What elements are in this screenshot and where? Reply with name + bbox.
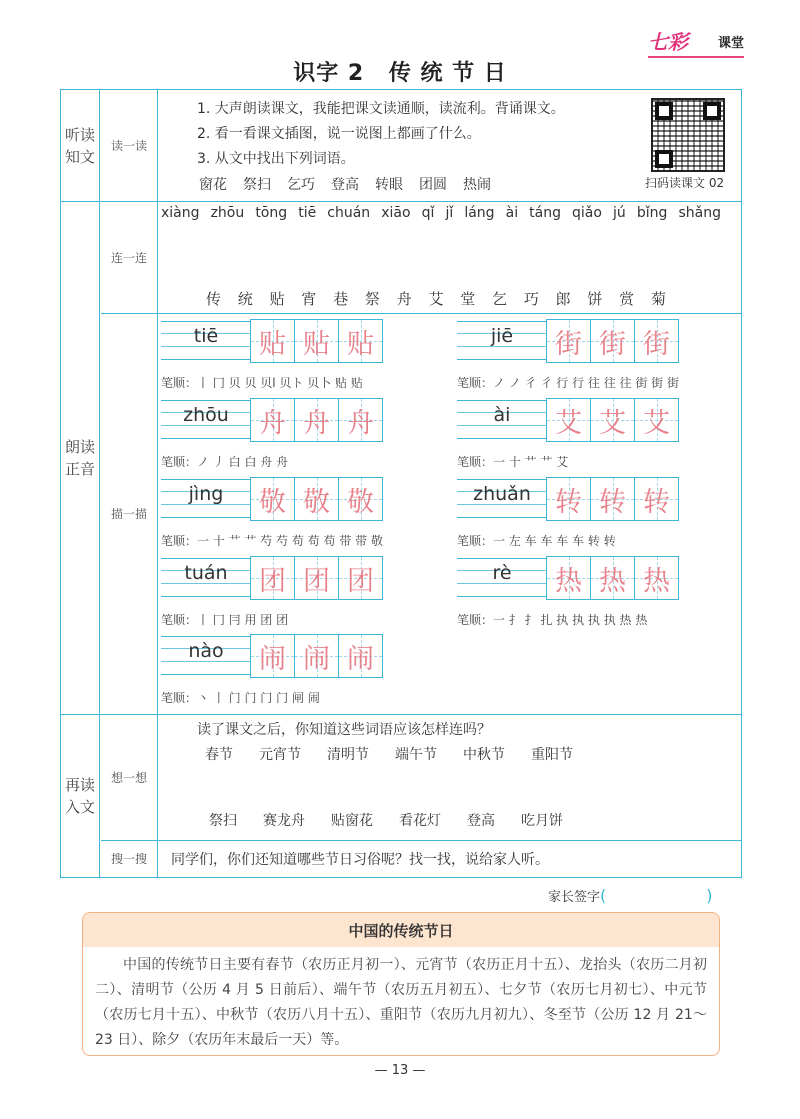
stroke-order: 笔顺：丨 冂 冃 用 团 团 <box>161 613 289 627</box>
pinyin-item[interactable]: jǐ <box>445 205 454 221</box>
pinyin-text: jìng <box>188 483 224 505</box>
pinyin-text: jiē <box>490 325 514 347</box>
pinyin-item[interactable]: xiàng <box>161 205 200 221</box>
pinyin-item[interactable]: zhōu <box>210 205 245 221</box>
exercise-grid <box>60 89 742 878</box>
pinyin-box <box>457 319 547 363</box>
trace-char-box[interactable]: 敬 <box>294 477 339 521</box>
sub-label-connect: 连一连 <box>110 250 147 265</box>
trace-char-box[interactable]: 舟 <box>250 398 295 442</box>
pinyin-box <box>161 398 251 442</box>
trace-char-box[interactable]: 热 <box>634 556 679 600</box>
pinyin-item[interactable]: jú <box>613 205 626 221</box>
trace-char-box[interactable]: 贴 <box>338 319 383 363</box>
pinyin-item[interactable]: chuán <box>327 205 371 221</box>
custom-item[interactable]: 赛龙舟 <box>263 813 305 829</box>
sub-label-read-aloud: 读一读 <box>110 139 147 153</box>
pinyin-item[interactable]: qiǎo <box>572 205 602 221</box>
info-card-title: 中国的传统节日 <box>83 913 719 947</box>
trace-char-box[interactable]: 转 <box>590 477 635 521</box>
festival-row <box>205 744 599 764</box>
trace-char-box[interactable]: 贴 <box>294 319 339 363</box>
char-item[interactable]: 巧 <box>523 290 539 308</box>
parent-signature-close: ) <box>706 886 713 905</box>
word: 登高 <box>331 177 359 193</box>
pinyin-text: zhōu <box>183 404 229 426</box>
instruction-1: 1. 大声朗读课文，我能把课文读通顺，读流利。背诵课文。 <box>197 101 565 117</box>
char-item[interactable]: 艾 <box>428 290 444 308</box>
think-question: 读了课文之后，你知道这些词语应该怎样连吗？ <box>197 722 491 738</box>
parent-signature-label: 家长签字 <box>548 890 601 905</box>
lesson-title <box>0 56 800 87</box>
pinyin-text: rè <box>492 562 512 584</box>
pinyin-box <box>161 477 251 521</box>
pinyin-text: nào <box>188 640 224 662</box>
festival-item[interactable]: 清明节 <box>327 747 369 763</box>
trace-cell <box>457 319 697 363</box>
word: 乞巧 <box>287 177 315 193</box>
stroke-order: 笔顺：ノ 丿 白 白 舟 舟 <box>161 455 289 469</box>
word: 祭扫 <box>243 177 271 193</box>
sub-label-think: 想一想 <box>110 770 147 785</box>
trace-char-box[interactable]: 团 <box>338 556 383 600</box>
pinyin-text: tiē <box>193 325 219 347</box>
parent-signature <box>548 886 713 905</box>
char-item[interactable]: 堂 <box>460 290 476 308</box>
trace-char-box[interactable]: 贴 <box>250 319 295 363</box>
brand-logo <box>648 26 744 58</box>
char-item[interactable]: 乞 <box>492 290 508 308</box>
stroke-order: 笔顺：一 十 艹 艹 芍 芍 苟 苟 苟 带 带 敬 <box>161 534 383 548</box>
pinyin-item[interactable]: tiē <box>298 205 317 221</box>
sub-label-trace: 描一描 <box>110 507 147 521</box>
char-item[interactable]: 贴 <box>269 290 285 308</box>
stroke-order: 笔顺：一 十 艹 艹 艾 <box>457 455 569 469</box>
char-item[interactable]: 宵 <box>301 290 317 308</box>
custom-item[interactable]: 贴窗花 <box>331 813 373 829</box>
section-label-read: 朗读 正音 <box>64 437 95 478</box>
lesson-number: 识字 2 <box>293 61 365 86</box>
char-item[interactable]: 赏 <box>619 290 635 308</box>
pinyin-item[interactable]: bǐng <box>636 205 668 221</box>
custom-row <box>209 810 589 830</box>
char-item[interactable]: 巷 <box>333 290 349 308</box>
stroke-order: 笔顺：ノ ノ 彳 彳 行 行 往 往 往 街 街 街 <box>457 376 679 390</box>
trace-char-box[interactable]: 艾 <box>590 398 635 442</box>
section-label-reread: 再读 入文 <box>64 775 95 816</box>
trace-char-box[interactable]: 团 <box>250 556 295 600</box>
pinyin-item[interactable]: táng <box>529 205 561 221</box>
trace-char-box[interactable]: 街 <box>634 319 679 363</box>
trace-char-box[interactable]: 敬 <box>338 477 383 521</box>
lesson-name: 传 统 节 日 <box>388 61 507 86</box>
custom-item[interactable]: 祭扫 <box>209 813 237 829</box>
word: 热闹 <box>463 177 491 193</box>
trace-char-box[interactable]: 街 <box>546 319 591 363</box>
trace-char-box[interactable]: 转 <box>546 477 591 521</box>
trace-cell <box>161 398 401 442</box>
word: 团圆 <box>419 177 447 193</box>
info-card <box>82 912 720 1056</box>
festival-item[interactable]: 春节 <box>205 747 233 763</box>
word: 窗花 <box>199 177 227 193</box>
trace-cell <box>161 556 401 600</box>
trace-char-box[interactable]: 舟 <box>294 398 339 442</box>
pinyin-box <box>161 634 251 678</box>
pinyin-box <box>457 477 547 521</box>
parent-signature-open: ( <box>600 886 607 905</box>
word: 转眼 <box>375 177 403 193</box>
custom-item[interactable]: 看花灯 <box>399 813 441 829</box>
trace-cell <box>161 634 401 678</box>
custom-item[interactable]: 登高 <box>467 813 495 829</box>
trace-char-box[interactable]: 热 <box>546 556 591 600</box>
trace-char-box[interactable]: 街 <box>590 319 635 363</box>
char-item[interactable]: 统 <box>237 290 253 308</box>
qr-caption: 扫码读课文 02 <box>645 176 725 190</box>
pinyin-item[interactable]: xiāo <box>381 205 411 221</box>
festival-item[interactable]: 端午节 <box>395 747 437 763</box>
pinyin-row <box>161 205 721 221</box>
instruction-3: 3. 从文中找出下列词语。 <box>197 151 355 167</box>
brand-suffix: 课堂 <box>717 36 744 51</box>
word-list <box>199 174 507 194</box>
pinyin-item[interactable]: láng <box>464 205 495 221</box>
pinyin-box <box>457 398 547 442</box>
trace-char-box[interactable]: 转 <box>634 477 679 521</box>
pinyin-box <box>161 319 251 363</box>
trace-cell <box>457 398 697 442</box>
trace-cell <box>161 477 401 521</box>
search-prompt: 同学们，你们还知道哪些节日习俗呢？找一找，说给家人听。 <box>171 852 549 868</box>
char-item[interactable]: 郎 <box>555 290 571 308</box>
qr-code-icon[interactable] <box>651 98 725 172</box>
char-item[interactable]: 舟 <box>396 290 412 308</box>
festival-item[interactable]: 中秋节 <box>463 747 505 763</box>
page-number: — 13 — <box>374 1063 426 1078</box>
pinyin-text: tuán <box>184 562 228 584</box>
pinyin-item[interactable]: qǐ <box>421 205 435 221</box>
info-card-body: 中国的传统节日主要有春节（农历正月初一）、元宵节（农历正月十五）、龙抬头（农历二月初二）、清明节（公历 4 月 5 日前后）、端午节（农历五月初五）、七夕节（农历七月初七）、中元节（农历七月十五）、中秋节（农历八月十五）、重阳节（农历九月初九）、冬至节（公历 12 月 21～23 日）、除夕（农历年末最后一天）等。 <box>95 957 707 1048</box>
trace-char-box[interactable]: 团 <box>294 556 339 600</box>
stroke-order: 笔顺：一 左 车 车 车 车 转 转 <box>457 534 616 548</box>
trace-char-box[interactable]: 舟 <box>338 398 383 442</box>
pinyin-item[interactable]: shǎng <box>678 205 721 221</box>
pinyin-box <box>457 556 547 600</box>
stroke-order: 笔顺：丶 丨 门 门 门 门 闸 闹 <box>161 691 320 705</box>
festival-item[interactable]: 重阳节 <box>531 747 573 763</box>
trace-char-box[interactable]: 闹 <box>294 634 339 678</box>
char-item[interactable]: 饼 <box>587 290 603 308</box>
sub-label-search: 搜一搜 <box>110 852 147 866</box>
festival-item[interactable]: 元宵节 <box>259 747 301 763</box>
pinyin-text: zhuǎn <box>473 483 531 505</box>
trace-char-box[interactable]: 闹 <box>338 634 383 678</box>
char-row <box>206 288 666 309</box>
brand-logo-text: 七彩 <box>648 30 688 54</box>
trace-char-box[interactable]: 艾 <box>634 398 679 442</box>
custom-item[interactable]: 吃月饼 <box>521 813 563 829</box>
pinyin-box <box>161 556 251 600</box>
stroke-order: 笔顺：丨 冂 贝 贝 贝l 贝ト 贝卜 贴 贴 <box>161 376 363 390</box>
trace-char-box[interactable]: 热 <box>590 556 635 600</box>
char-item[interactable]: 菊 <box>650 290 666 308</box>
instruction-2: 2. 看一看课文插图，说一说图上都画了什么。 <box>197 126 481 142</box>
trace-cell <box>161 319 401 363</box>
trace-char-box[interactable]: 闹 <box>250 634 295 678</box>
section-label-listen: 听读 知文 <box>64 125 95 166</box>
stroke-order: 笔顺：一 扌 扌 扎 执 执 执 执 热 热 <box>457 613 648 627</box>
trace-char-box[interactable]: 敬 <box>250 477 295 521</box>
char-item[interactable]: 祭 <box>364 290 380 308</box>
trace-char-box[interactable]: 艾 <box>546 398 591 442</box>
pinyin-text: ài <box>493 404 511 426</box>
pinyin-item[interactable]: tōng <box>255 205 288 221</box>
trace-cell <box>457 556 697 600</box>
char-item[interactable]: 传 <box>206 290 222 308</box>
pinyin-item[interactable]: ài <box>505 205 519 221</box>
trace-cell <box>457 477 697 521</box>
